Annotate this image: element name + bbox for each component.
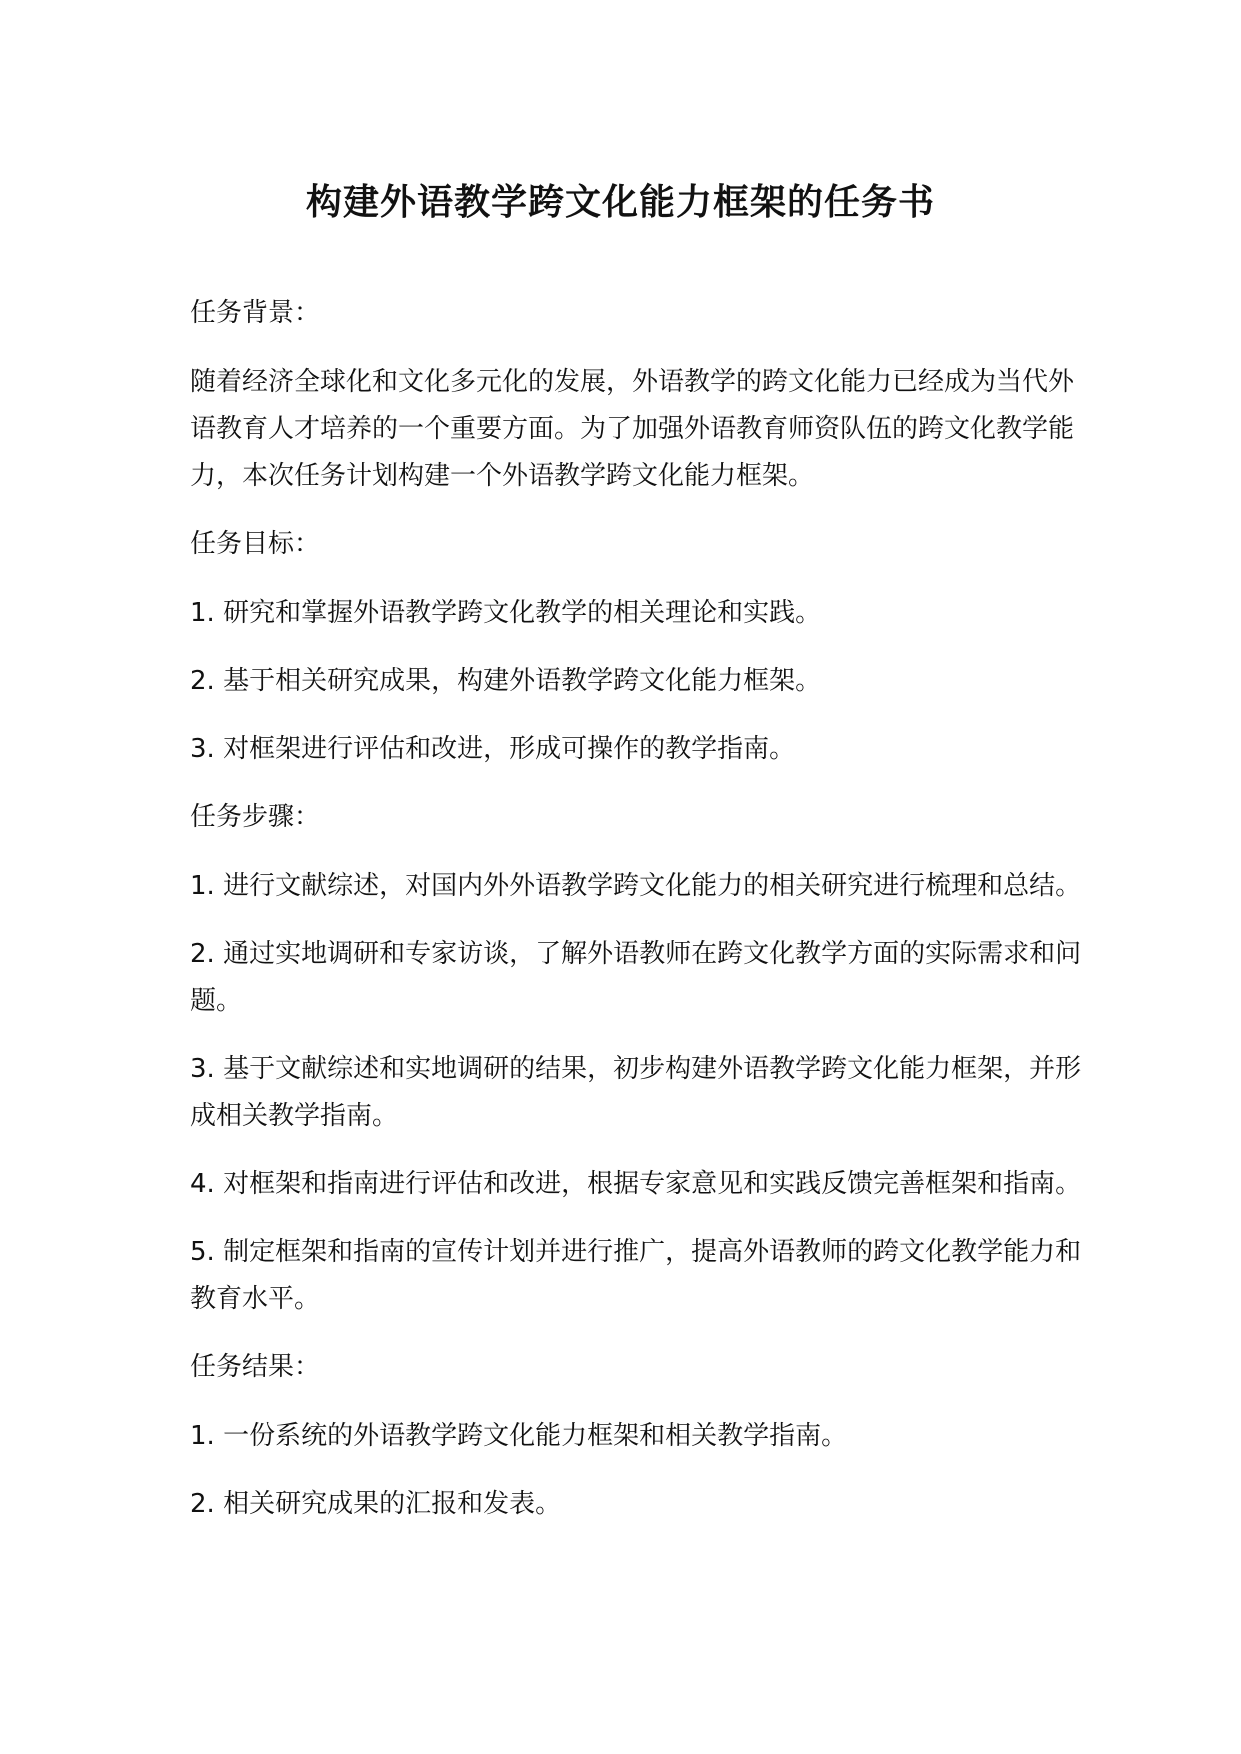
document-title: 构建外语教学跨文化能力框架的任务书 — [305, 182, 935, 223]
steps-heading: 任务步骤： — [190, 802, 321, 832]
background-paragraph: 随着经济全球化和文化多元化的发展，外语教学的跨文化能力已经成为当代外语教育人才培养的一个重要方面。为了加强外语教育师资队伍的跨文化教学能力，本次任务计划构建一个外语教学跨文化能力框架。 — [190, 367, 1075, 491]
document-body — [190, 290, 1090, 1549]
step-item: 2. 通过实地调研和专家访谈，了解外语教师在跨文化教学方面的实际需求和问题。 — [190, 939, 1082, 1016]
objective-item: 3. 对框架进行评估和改进，形成可操作的教学指南。 — [190, 734, 796, 764]
result-item: 1. 一份系统的外语教学跨文化能力框架和相关教学指南。 — [190, 1421, 848, 1451]
step-item: 3. 基于文献综述和实地调研的结果，初步构建外语教学跨文化能力框架，并形成相关教学指南。 — [190, 1054, 1082, 1131]
results-heading: 任务结果： — [190, 1352, 321, 1382]
step-item: 4. 对框架和指南进行评估和改进，根据专家意见和实践反馈完善框架和指南。 — [190, 1169, 1082, 1199]
background-heading: 任务背景： — [190, 298, 321, 328]
step-item: 5. 制定框架和指南的宣传计划并进行推广，提高外语教师的跨文化教学能力和教育水平。 — [190, 1237, 1082, 1314]
result-item: 2. 相关研究成果的汇报和发表。 — [190, 1489, 562, 1519]
step-item: 1. 进行文献综述，对国内外外语教学跨文化能力的相关研究进行梳理和总结。 — [190, 871, 1082, 901]
objective-item: 1. 研究和掌握外语教学跨文化教学的相关理论和实践。 — [190, 598, 822, 628]
objectives-heading: 任务目标： — [190, 529, 321, 559]
objective-item: 2. 基于相关研究成果，构建外语教学跨文化能力框架。 — [190, 666, 822, 696]
